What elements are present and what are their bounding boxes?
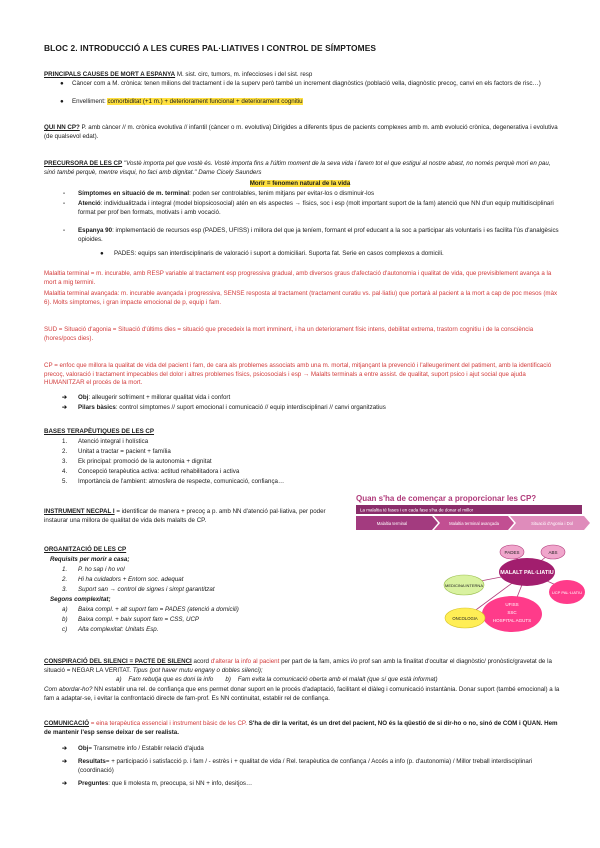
node-medicina-label: MEDICINA INTERNA [444, 583, 484, 588]
precursora-d2: Atenció: individualitzada i integral (model biopsicosocial) atén en els aspectes → físics, soc i esp (molt important suport de la fam) atenció que NN d'un equip multidisciplinari format per prof ben formats, motivats i amb vocació. [78, 200, 554, 216]
list-marker: 3. [62, 458, 68, 465]
node-onco-label: ONCOLOGIA [452, 616, 478, 621]
cp-obj: Obj: alleugerir sofriment + millorar qualitat vida i confort [78, 394, 231, 401]
list-item: Unitat a tractar = pacient + família [78, 448, 171, 455]
list-item: Baixa compl. + baix suport fam = CSS, UCP [78, 616, 200, 623]
list-marker: b) [62, 616, 68, 623]
list-marker: 2. [62, 576, 68, 583]
dash-marker: - [63, 190, 66, 197]
com-abordar-paragraph: Com abordar-ho? NN establir una rel. de confiança que ens permet donar suport en le procés d'adaptació, facilitant el diàleg i comunicació instantània. Donar suport (també emocional) a la fam a adaptar-se, i evitar la confrontació directe de fam-prof. Es NN continuitat, establir rel de confiança. [44, 686, 560, 702]
phase-seg1-label: Malaltia terminal [376, 521, 408, 526]
envelliment-label: Envelliment: [72, 98, 106, 105]
arrow-marker: ➔ [62, 758, 68, 765]
precursora-heading: PRECURSORA DE LES CP [44, 160, 123, 167]
node-hosp-label: HOSPITAL AGUTS [492, 618, 532, 623]
morir-line [0, 180, 600, 189]
instrument-heading: INSTRUMENT NECPAL I [44, 508, 115, 515]
list-item: Hi ha cuidadors + Entorn soc. adequat [78, 576, 184, 583]
list-item: Ek principal: promoció de la autonomia + dignitat [78, 458, 212, 465]
pades-subbullet: PADES: equips san interdisciplinaris de valoració i suport a domiciliari. Suporta fat. Serie en casos complexos a domicili. [114, 250, 444, 257]
phase-seg3-label: Situació d'Agonia i Dol [531, 521, 573, 526]
list-marker: 1. [62, 566, 68, 573]
causes-bullet-1: Càncer com a M. crònica: tenen milions del tractament i de la superv però també un increment diagnòstics (població vella, diagnòstic precoç, canvi en els factors de risc…) [72, 80, 541, 87]
precursora-paragraph [44, 160, 560, 177]
malaltia-avancada: Malaltia terminal avançada: m. incurable avançada i progressiva, SENSE resposta al tractament (tractament curatiu vs. pal·liatiu) que portarà al pacient a la mort a cap de poc mesos (màx 6). Molts símptomes, i gran impacte emocional de p, equip i fam. [44, 290, 558, 306]
phase-seg2-label: Malaltia terminal avançada [449, 521, 499, 526]
causes-bullet-2 [72, 98, 303, 107]
node-abs-label: ABS [548, 550, 558, 555]
arrow-marker: ➔ [62, 394, 68, 401]
comunicacio-paragraph: COMUNICACIÓ = eina terapèutica essencial i instrument bàsic de les CP. S'ha de dir la veritat, és un dret del pacient, NO és la qüestió de si dir-ho o no, sinó de COM i QUAN. Hem de mantenir l'esp sense deixar de ser realista. [44, 720, 558, 736]
figure-title: Quan s'ha de començar a proporcionar les CP? [356, 494, 537, 503]
node-center-label: MALALT PAL·LIATIU [500, 570, 554, 576]
bases-heading: BASES TERAPÈUTIQUES DE LES CP [44, 428, 155, 435]
comunicacio-preguntes: Preguntes: que li molesta m, preocupa, si NN + info, desitjos… [78, 780, 253, 787]
arrow-marker: ➔ [62, 745, 68, 752]
list-item: Alta complexitat: Unitats Esp. [78, 626, 159, 633]
list-item: Concepció terapèutica activa: actitud rehabilitadora i activa [78, 468, 240, 475]
bullet-dot: ● [60, 80, 64, 87]
requisits-label: Requisits per morir a casa; [50, 556, 130, 563]
conspiracio-heading: CONSPIRACIÓ DEL SILENCI = PACTE DE SILENCI [44, 658, 192, 665]
segons-label: Segons complexitat; [50, 596, 111, 603]
figure-subtitle: La malaltia té fases i en cada fase s'ha de donar el millor [360, 507, 474, 513]
page-title: BLOC 2. INTRODUCCIÓ A LES CURES PAL·LIATIVES I CONTROL DE SÍMPTOMES [44, 43, 377, 53]
list-item: Baixa compl. + alt suport fam = PADES (atenció a domicili) [78, 606, 239, 613]
cp-pilars: Pilars bàsics: control símptomes // suport emocional i comunicació // equip interdisciplinari // canvi organitzatius [78, 404, 386, 411]
arrow-marker: ➔ [62, 780, 68, 787]
sud-definition: SUD = Situació d'agonia = Situació d'últims dies = situació que precedeix la mort imminent, i ha un deteriorament físic intens, debilitat extrema, trastorn cognitiu i de la consciència (hores/pocs dies). [44, 326, 534, 342]
dash-marker: - [63, 200, 66, 207]
conspiracio-paragraph: CONSPIRACIÓ DEL SILENCI = PACTE DE SILENCI acord d'alterar la info al pacient per part de la fam, amics i/o prof san amb la finalitat d'ocultar el diagnòstic/ pronòstic/gravetat de la situació = NEGAR LA VERITAT. Tipus (pot haver mutu engany o dobles silenci); [44, 658, 552, 674]
list-marker: 4. [62, 468, 68, 475]
bullet-dot: ● [100, 250, 104, 257]
causes-intro: M. sist. circ, tumors, m. infeccioses i del sist. resp [176, 71, 313, 78]
envelliment-highlight: comorbiditat (+1 m.) + deteriorament funcional + deteriorament cognitiu [107, 98, 303, 105]
conspiracio-a: a) Fam rebutja que es doni la info b) Fam evita la comunicació oberta amb el malalt (que sí que està informat) [116, 676, 438, 683]
organitzacio-heading: ORGANITZACIÓ DE LES CP [44, 546, 127, 553]
node-ucp-label: UCP PAL·LIATIU [551, 590, 583, 595]
qui-text: P. amb càncer // m. crònica evolutiva // infantil (càncer o m. evolutiva) Dirigides a diferents tipus de pacients complexes amb m. amb evolució crònica, degenerativa i evolutiva (de qualsevol edat). [44, 124, 558, 140]
list-marker: a) [62, 606, 68, 613]
list-item: P. ho sap i ho vol [78, 566, 125, 573]
precursora-d1: Símptomes en situació de m. terminal: poden ser controlables, tenim mitjans per evitar-los o disminuir-los [78, 190, 375, 197]
node-ssc-label: SSC [507, 610, 517, 615]
com-abordar-label: Com abordar-ho? [44, 686, 93, 693]
saunders-quote: "Vostè importa pel que vostè és. Vostè importa fins a l'últim moment de la seva vida i farem tot el que estigui al nostre abast, no només perquè mori en pau, sinó també perquè, mentre visqui, ho faci amb dignitat." Dame Cicely Saunders [44, 160, 551, 176]
comunicacio-obj: Obj= Transmetre info / Establir relació d'ajuda [78, 745, 204, 752]
malaltia-terminal: Malaltia terminal = m. incurable, amb RESP variable al tractament esp progressiva gradual, amb diversos graus d'afectació d'autonomia i qualitat de vida, que previsiblement avança a la mort a mig termini. [44, 270, 552, 286]
comunicacio-resultats: Resultats= + participació i satisfacció p. i fam / - estrès i + qualitat de vida / Rel. terapèutica de confiança / Accés a info (p. d'autonomia) / Millor treball interdisciplinari (coordinació) [78, 758, 533, 774]
list-marker: 2. [62, 448, 68, 455]
qui-paragraph [44, 124, 560, 141]
list-item: Importància de l'ambient: atmosfera de respecte, comunicació, confiança… [78, 478, 285, 485]
list-item: Suport san → control de signes i simpt garantitzat [78, 586, 215, 593]
precursora-d3: Espanya 90: implementació de recursos esp (PADES, UFISS) i millora del que ja teníem, formant el prof educant a la soc a participar als voluntaris i es facilita l'ús d'analgèsics opioides. [78, 227, 559, 243]
instrument-text: = identificar de manera + precoç a p. amb NN d'atenció pal·liativa, per poder instaurar una millora de qualitat de vida dels malalts de CP. [44, 508, 326, 524]
causes-line [44, 71, 312, 80]
dash-marker: - [63, 227, 66, 234]
morir-highlight: Morir = fenomen natural de la vida [249, 180, 351, 187]
node-pades-label: PADES [504, 550, 520, 555]
causes-heading: PRINCIPALS CAUSES DE MORT A ESPANYA [44, 71, 176, 78]
qui-heading: QUI NN CP? [44, 124, 80, 131]
list-marker: 3. [62, 586, 68, 593]
conspiracio-red: d'alterar la info al pacient [210, 658, 280, 665]
list-marker: 5. [62, 478, 68, 485]
comunicacio-heading: COMUNICACIÓ [44, 720, 90, 727]
list-marker: 1. [62, 438, 68, 445]
list-marker: c) [62, 626, 68, 633]
instrument-paragraph [44, 508, 344, 525]
list-item: Atenció integral i holística [78, 438, 149, 445]
arrow-marker: ➔ [62, 404, 68, 411]
cp-figure [352, 492, 592, 642]
bullet-dot: ● [60, 98, 64, 105]
cp-definition: CP = enfoc que millora la qualitat de vida del pacient i fam, de cara als problemes associats amb una m. mortal, mitjançant la prevenció i l'alleugeriment del patiment, amb la identificació precoç, valoració i tractament impecables del dolor i altres problemes físics, psicosocials i esp → Malalts terminals a entre assist. de qualitat, suport psico i ajut social que ajuda HUMANITZAR el procés de la mort. [44, 362, 552, 387]
node-ufiss-label: UFISS [505, 602, 519, 607]
